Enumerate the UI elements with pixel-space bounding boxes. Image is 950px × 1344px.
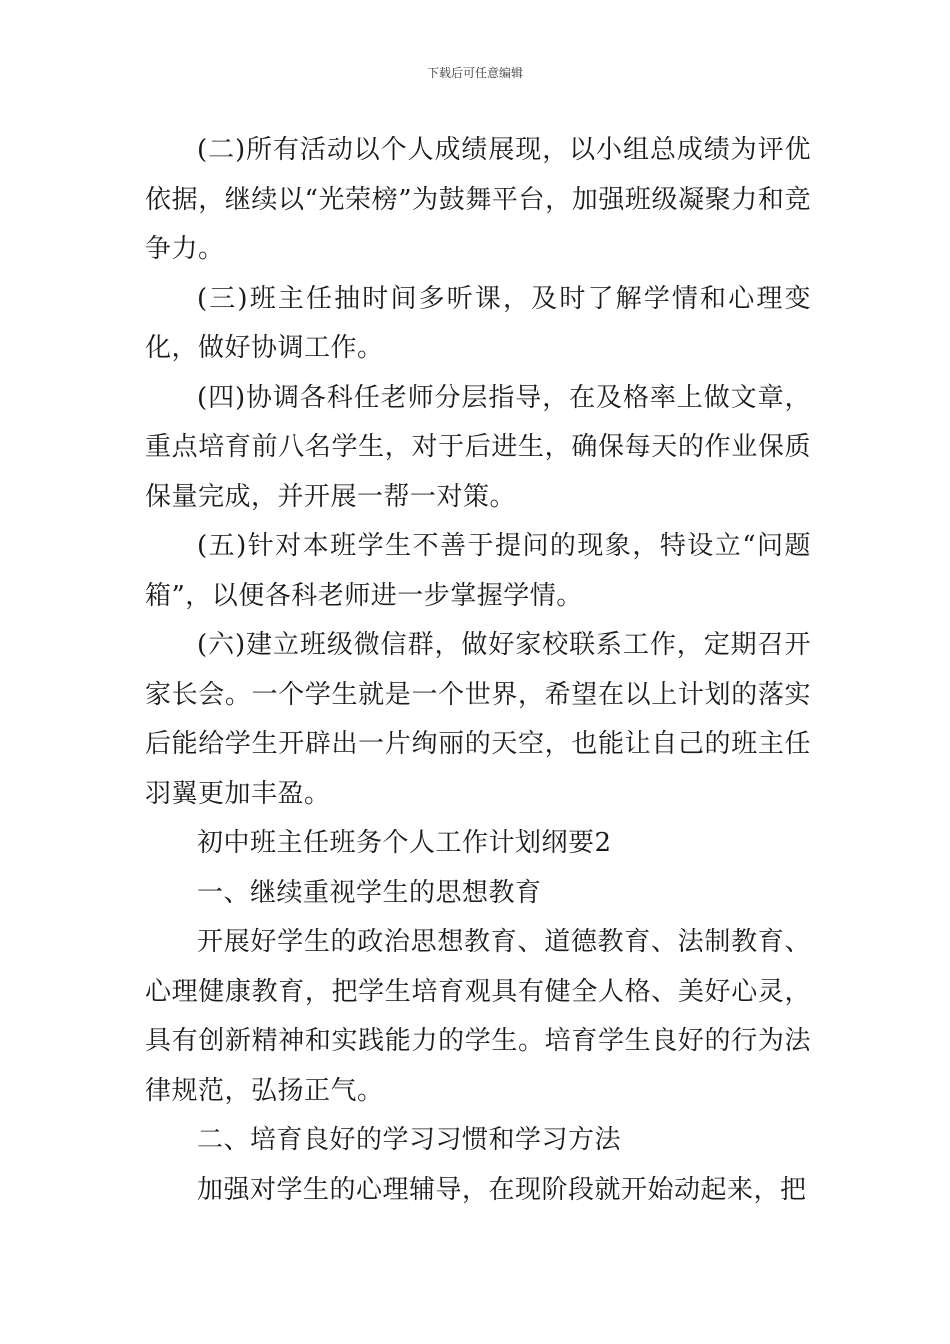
- page-header-note: 下载后可任意编辑: [426, 66, 523, 80]
- heading-1: 一、继续重视学生的思想教育: [197, 877, 542, 908]
- document-body: [145, 126, 811, 1215]
- paragraph-item-6: (六)建立班级微信群，做好家校联系工作，定期召开家长会。一个学生就是一个世界，希望在以上计划的落实后能给学生开辟出一片绚丽的天空，也能让自己的班主任羽翼更加丰盈。: [145, 630, 811, 809]
- section-title: 初中班主任班务个人工作计划纲要2: [197, 828, 612, 858]
- paragraph-body-1: 开展好学生的政治思想教育、道德教育、法制教育、心理健康教育，把学生培育观具有健全人格、美好心灵，具有创新精神和实践能力的学生。培育学生良好的行为法律规范，弘扬正气。: [145, 927, 811, 1106]
- heading-2: 二、培育良好的学习习惯和学习方法: [197, 1125, 622, 1155]
- paragraph-body-2: 加强对学生的心理辅导，在现阶段就开始动起来，把: [197, 1174, 807, 1205]
- paragraph-item-3: (三)班主任抽时间多听课，及时了解学情和心理变化，做好协调工作。: [145, 283, 811, 363]
- paragraph-item-2: (二)所有活动以个人成绩展现，以小组总成绩为评优依据，继续以“光荣榜”为鼓舞平台，加强班级凝聚力和竞争力。: [145, 135, 811, 264]
- paragraph-item-5: (五)针对本班学生不善于提问的现象，特设立“问题箱”，以便各科老师进一步掌握学情。: [145, 531, 811, 611]
- paragraph-item-4: (四)协调各科任老师分层指导，在及格率上做文章，重点培育前八名学生，对于后进生，确保每天的作业保质保量完成，并开展一帮一对策。: [145, 382, 811, 512]
